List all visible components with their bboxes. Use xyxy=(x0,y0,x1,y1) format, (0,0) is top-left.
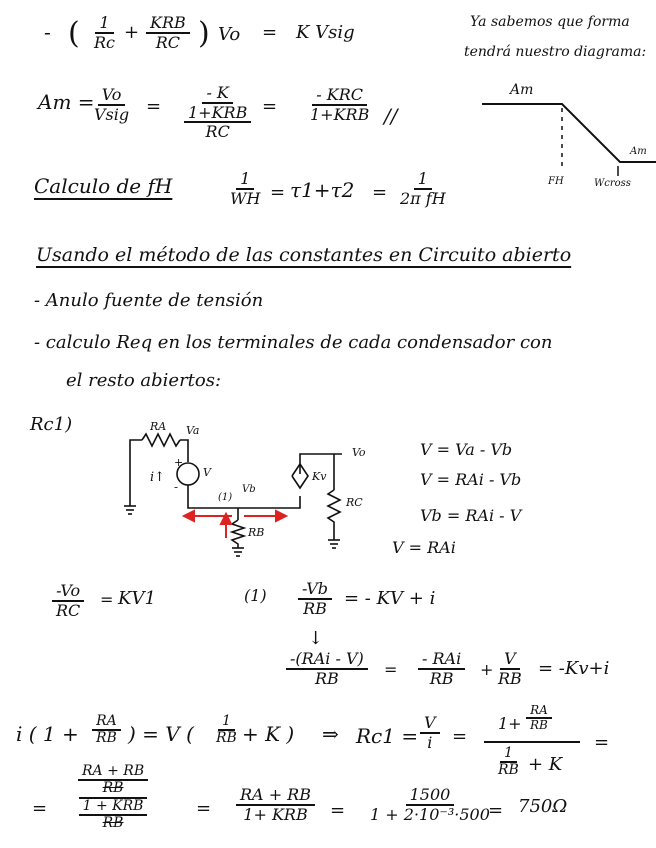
line1-plus: + xyxy=(124,22,140,43)
fe-big-den-rest: + K xyxy=(528,754,563,775)
bullet-3: el resto abiertos: xyxy=(66,370,222,391)
le-f3: $\frac{1500}{\text{1 + 2·10⁻³·500}}$ xyxy=(370,785,490,824)
le-eq0: = xyxy=(32,798,48,819)
bode-label-right: Am xyxy=(630,146,647,157)
ne-n2-f1: - RAi RB xyxy=(418,650,465,687)
fe-plus-k: + K ) xyxy=(242,722,295,746)
am-eq2: = xyxy=(262,96,278,117)
note-top-line2: tendrá nuestro diagrama: xyxy=(464,44,647,60)
circuit-minus: - xyxy=(174,480,179,494)
rc1-label: Rc1) xyxy=(30,414,73,435)
am-mark: // xyxy=(384,104,398,128)
fe-implies: ⇒ xyxy=(322,722,339,746)
note-top-line1: Ya sabemos que forma xyxy=(470,14,630,30)
fh-frac1: $\frac{1}{WH}$ xyxy=(230,169,261,208)
circuit-v: V xyxy=(203,466,211,479)
ne-n2-frac: -(RAi - V) RB xyxy=(286,650,368,687)
fh-tau-sum: τ1+τ2 xyxy=(290,178,355,202)
le-f2: RA + RB 1+ KRB xyxy=(236,786,315,823)
fe-one-rb: $\frac{1}{RB}$ xyxy=(216,713,237,747)
fh-eq2: = xyxy=(372,182,388,203)
fe-rc1: Rc1 = xyxy=(356,724,419,748)
fh-frac2: $\frac{1}{\text{2π fH}}$ xyxy=(400,169,446,208)
line1-frac-a: $\frac{1}{Rc}$ xyxy=(94,13,116,52)
le-eq2: = xyxy=(330,800,346,821)
side-eq-3: Vb = RAi - V xyxy=(420,506,522,525)
circuit-va: Va xyxy=(186,424,200,437)
ne-lhs-rhs: KV1 xyxy=(118,588,156,609)
line1-vo: Vo xyxy=(218,24,241,45)
fe-eq: = xyxy=(452,726,468,747)
circuit-vo: Vo xyxy=(352,446,366,459)
ne-n2-eq: = xyxy=(384,660,398,679)
am-eq1: = xyxy=(146,96,162,117)
am-frac3: - KRC 1+KRB xyxy=(310,85,370,124)
le-eq3: = xyxy=(488,800,504,821)
ne-lhs-frac: $\frac{-Vo}{RC}$ xyxy=(52,582,84,619)
side-eq-1: V = Va - Vb xyxy=(420,440,513,459)
line1-minus: - xyxy=(44,20,51,44)
side-eq-4: V = RAi xyxy=(392,538,456,557)
circuit-i-arrow: i↑ xyxy=(150,470,166,485)
ne-n1-frac: $\frac{-Vb}{RB}$ xyxy=(298,580,332,617)
bullet-1: - Anulo fuente de tensión xyxy=(34,290,264,311)
ne-arrow: ↓ xyxy=(308,628,324,649)
section-title: Usando el método de las constantes en Circuito abierto xyxy=(36,244,572,266)
fh-heading: Calculo de fH xyxy=(34,174,173,198)
le-f1: RA + RB RB 1 + KRB RB xyxy=(78,764,148,832)
bode-wcross: Wcross xyxy=(594,178,631,189)
le-eq1: = xyxy=(196,798,212,819)
bode-fh: FH xyxy=(548,176,564,187)
ne-n2-f2: $\frac{V}{RB}$ xyxy=(498,649,522,688)
circuit-ra: RA xyxy=(150,420,167,433)
circuit-plus: + xyxy=(174,456,184,469)
fe-big-num-frac: $\frac{RA}{RB}$ xyxy=(526,704,552,732)
line1-equals: = xyxy=(262,22,278,43)
ne-n2-plus: + xyxy=(480,660,494,679)
circuit-rb: RB xyxy=(248,526,265,539)
fe-big-num-top: 1+ xyxy=(498,714,522,733)
circuit-vb: Vb xyxy=(242,484,256,495)
fe-big-den-frac: $\frac{1}{RB}$ xyxy=(498,745,519,779)
am-frac2: - K 1+KRB RC xyxy=(184,84,251,141)
bullet-2: - calculo Req en los terminales de cada condensador con xyxy=(34,332,553,353)
line1-open-bracket: ( xyxy=(68,16,80,51)
fe-v-i: $\frac{V}{i}$ xyxy=(420,714,440,751)
circuit-rc: RC xyxy=(346,496,363,509)
bode-am: Am xyxy=(510,82,534,98)
side-eq-2: V = RAi - Vb xyxy=(420,470,522,489)
am-lhs: Am = xyxy=(38,90,95,114)
fh-eq1: = xyxy=(270,182,286,203)
fe-ra-rb: $\frac{RA}{RB}$ xyxy=(92,714,121,747)
fe-eq-end: = xyxy=(594,732,610,753)
ne-n2-rhs: = -Kv+i xyxy=(538,658,610,679)
ne-n1-rhs: = - KV + i xyxy=(344,588,436,609)
line1-close-bracket: ) xyxy=(198,16,210,51)
ne-lhs-eq: = xyxy=(100,590,114,609)
line1-frac-b: KRB RC xyxy=(146,14,190,51)
fe-mid: ) = V ( xyxy=(128,722,194,746)
am-frac1: Vo Vsig xyxy=(94,85,130,124)
ne-label: (1) xyxy=(244,586,267,605)
circuit-kv: Kv xyxy=(312,470,327,483)
le-result: 750Ω xyxy=(518,796,568,817)
circuit-node: (1) xyxy=(218,492,233,503)
fe-i-open: i ( 1 + xyxy=(16,722,79,746)
line1-rhs: K Vsig xyxy=(296,22,355,43)
